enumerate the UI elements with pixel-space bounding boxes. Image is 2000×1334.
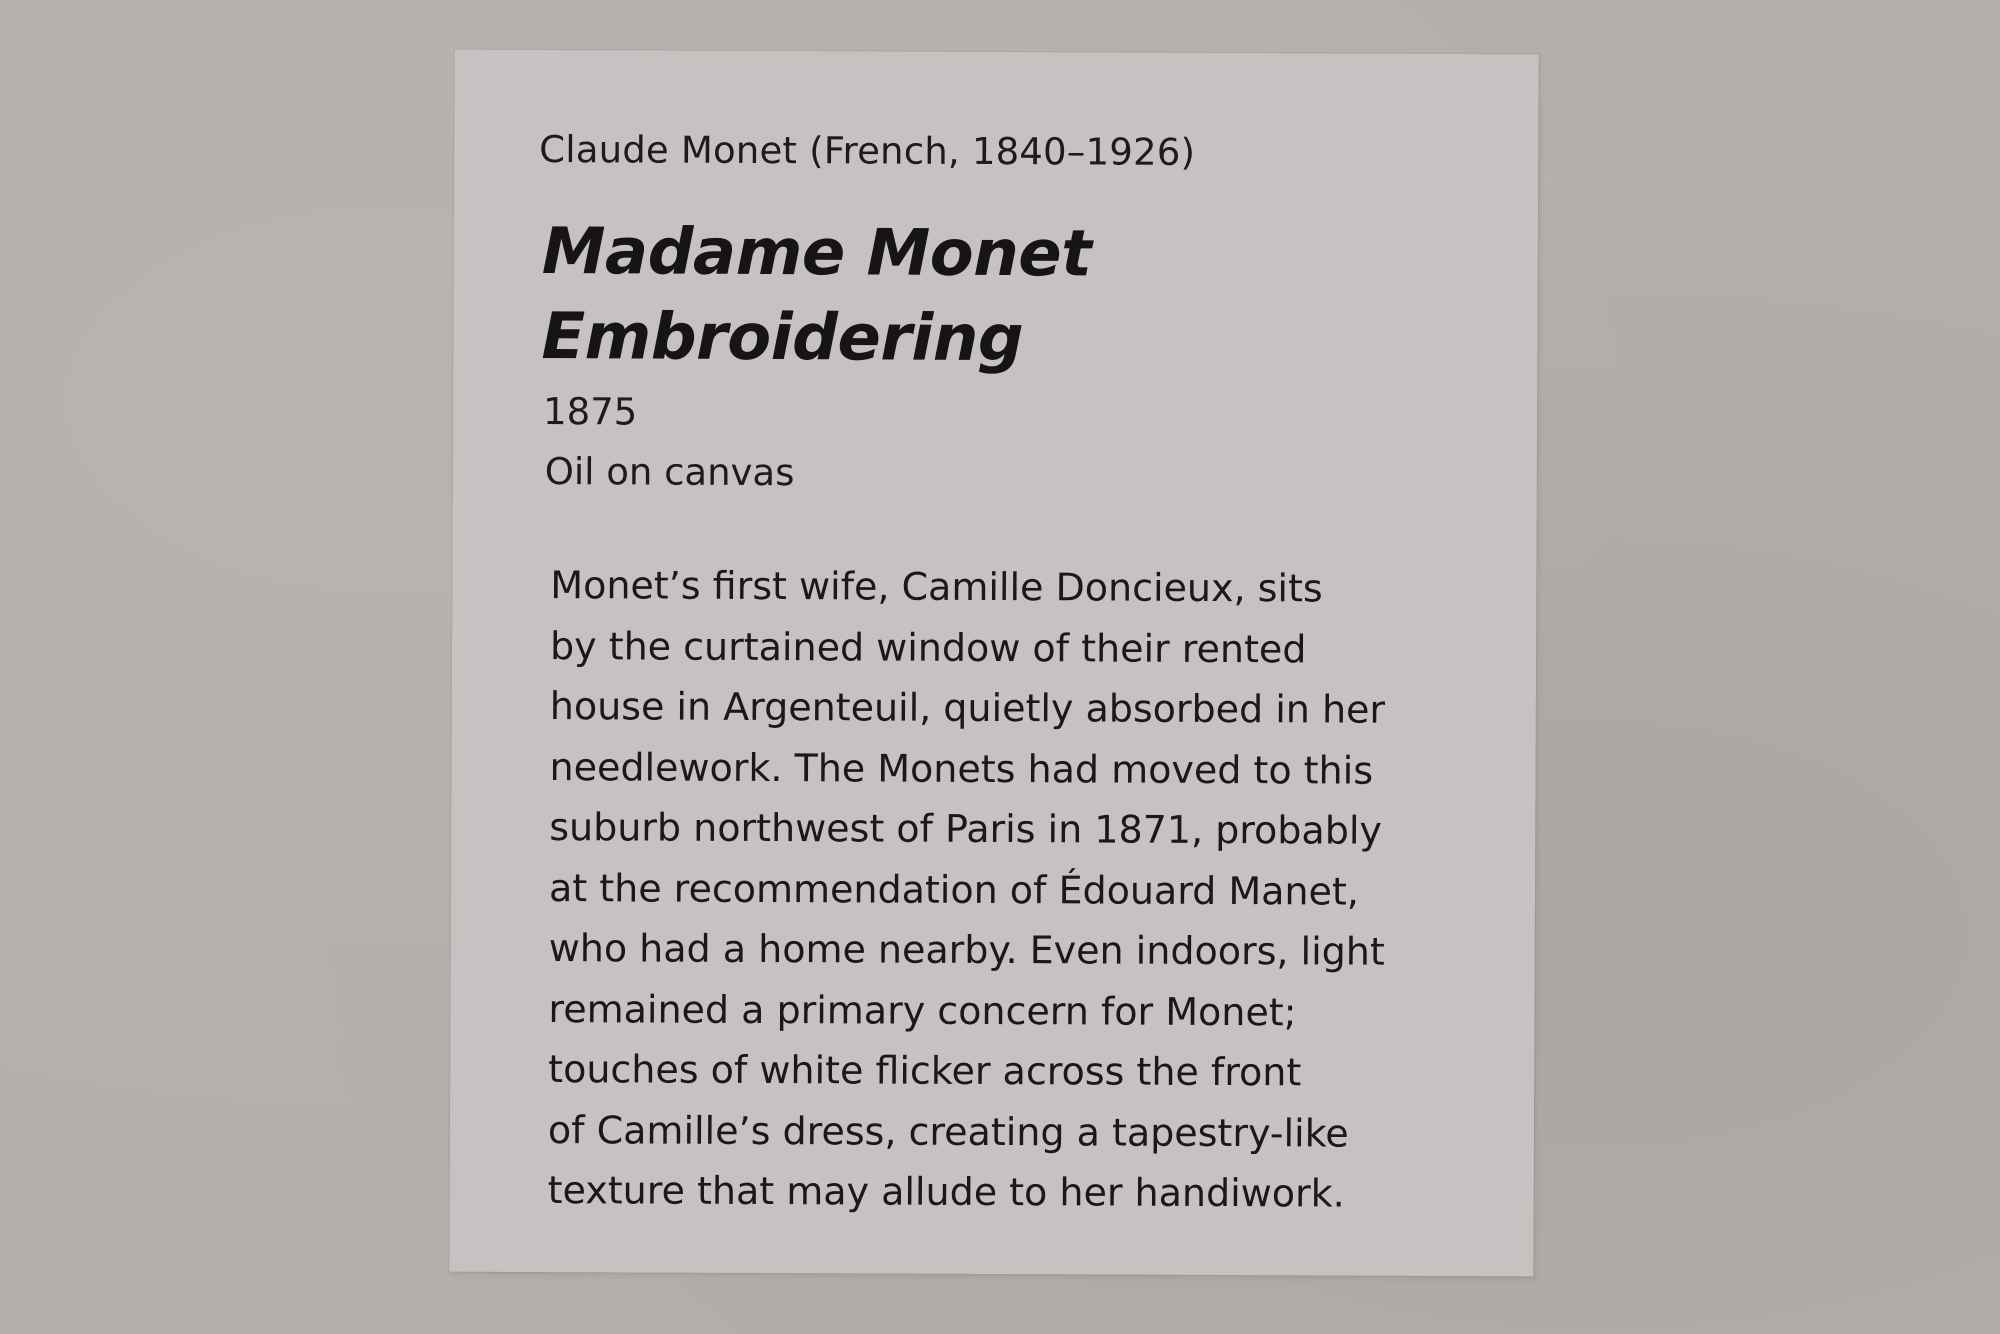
title-line-1: Madame Monet (541, 215, 1092, 292)
description-line: of Camille’s dress, creating a tapestry-like (547, 1107, 1349, 1156)
description-line: texture that may allude to her handiwork. (547, 1168, 1345, 1216)
description-line: remained a primary concern for Monet; (548, 986, 1297, 1034)
description-line: suburb northwest of Paris in 1871, probably (549, 805, 1383, 853)
artwork-date: 1875 (542, 390, 638, 434)
description-line: Monet’s first wife, Camille Doncieux, sits (550, 563, 1323, 611)
description-line: at the recommendation of Édouard Manet, (548, 865, 1360, 914)
description-line: needlework. The Monets had moved to this (549, 744, 1374, 793)
description-line: who had a home nearby. Even indoors, light (548, 926, 1385, 974)
artwork-title (541, 210, 1091, 382)
description-line: touches of white flicker across the front (548, 1047, 1302, 1095)
museum-wall-label (449, 50, 1538, 1277)
artist-line: Claude Monet (French, 1840–1926) (539, 128, 1196, 174)
description-line: house in Argenteuil, quietly absorbed in her (549, 684, 1386, 732)
artwork-medium: Oil on canvas (544, 450, 795, 495)
title-line-2: Embroidering (541, 300, 1024, 377)
label-description (548, 555, 1511, 1225)
description-line: by the curtained window of their rented (549, 623, 1307, 671)
